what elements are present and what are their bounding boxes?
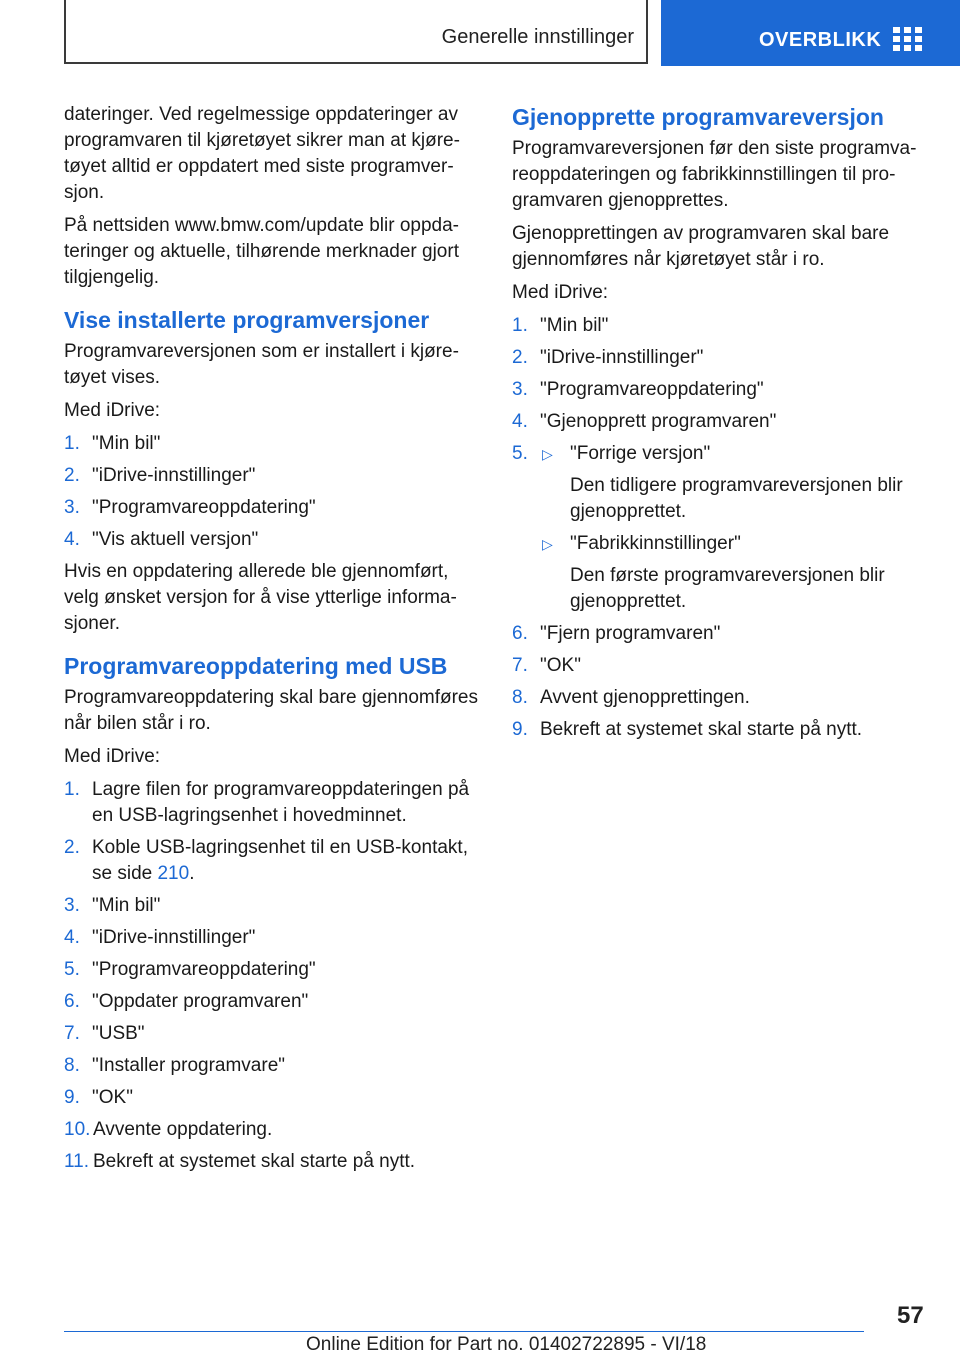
step-number: 10. <box>64 1119 91 1140</box>
paragraph: Med iDrive: <box>64 400 161 421</box>
section-heading: Vise installerte programversjoner <box>64 307 430 333</box>
option-list <box>540 441 922 615</box>
step-text-end: . <box>189 863 195 884</box>
step-number: 4. <box>64 529 80 550</box>
overview-tab[interactable] <box>661 0 960 66</box>
right-column <box>512 102 922 749</box>
step-number: 2. <box>64 465 80 486</box>
step-text: Lagre filen for programvareoppdateringen på en USB-lagringsenhet i hovedminnet. <box>92 779 470 826</box>
list-item <box>64 431 484 457</box>
step-number: 4. <box>64 927 80 948</box>
step-text: Avvent gjenopprettingen. <box>540 687 750 708</box>
step-text: "iDrive-innstillinger" <box>92 927 256 948</box>
step-text: "Min bil" <box>92 895 161 916</box>
grid-icon <box>893 27 923 53</box>
step-list <box>512 313 922 743</box>
step-number: 3. <box>64 497 80 518</box>
step-number: 4. <box>512 411 528 432</box>
step-text: "Min bil" <box>540 315 609 336</box>
list-item <box>64 495 484 521</box>
list-item <box>64 989 484 1015</box>
paragraph: Hvis en oppdatering allerede ble gjennomført, velg ønsket versjon for å vise ytterlige informasjoner. <box>64 561 457 634</box>
step-text: "iDrive-innstillinger" <box>92 465 256 486</box>
left-column <box>64 102 484 1181</box>
paragraph: Gjenopprettingen av programvaren skal bare gjennomføres når kjøretøyet står i ro. <box>512 223 890 270</box>
step-text: "Oppdater programvaren" <box>92 991 309 1012</box>
list-item <box>64 777 484 829</box>
list-item <box>512 409 922 435</box>
intro-paragraph: dateringer. Ved regelmessige oppdateringer av programvaren til kjøretøyet sikrer man at kjøretøyet alltid er oppdatert med siste programversjon. <box>64 104 460 203</box>
list-item <box>64 957 484 983</box>
list-item <box>64 835 484 887</box>
option-description: Den første programvareversjonen blir gjenopprettet. <box>570 565 885 612</box>
step-number: 8. <box>64 1055 80 1076</box>
list-item <box>512 621 922 647</box>
step-number: 3. <box>64 895 80 916</box>
option-description: Den tidligere programvareversjonen blir gjenopprettet. <box>570 475 903 522</box>
page-number: 57 <box>897 1302 924 1329</box>
step-text: "Fjern programvaren" <box>540 623 721 644</box>
chapter-title: Generelle innstillinger <box>441 26 634 48</box>
list-item <box>512 441 922 615</box>
step-text: "Vis aktuell versjon" <box>92 529 259 550</box>
list-item <box>512 717 922 743</box>
list-item <box>64 527 484 553</box>
list-item <box>64 893 484 919</box>
triangle-bullet-icon: ▷ <box>542 446 553 462</box>
step-text: "Programvareoppdatering" <box>92 497 316 518</box>
section-heading: Programvareoppdatering med USB <box>64 653 448 679</box>
step-number: 3. <box>512 379 528 400</box>
edition-footer: Online Edition for Part no. 01402722895 - VI/18 <box>306 1334 707 1355</box>
triangle-bullet-icon: ▷ <box>542 536 553 552</box>
step-text: "USB" <box>92 1023 145 1044</box>
step-number: 9. <box>64 1087 80 1108</box>
step-number: 5. <box>512 443 528 464</box>
step-number: 5. <box>64 959 80 980</box>
step-text: "Installer programvare" <box>92 1055 286 1076</box>
list-item <box>64 1149 484 1175</box>
step-text: Bekreft at systemet skal starte på nytt. <box>93 1151 416 1172</box>
step-text: "OK" <box>540 655 581 676</box>
list-item <box>512 653 922 679</box>
footer-divider <box>64 1331 864 1332</box>
option-item <box>540 531 922 615</box>
step-number: 7. <box>64 1023 80 1044</box>
option-label: "Fabrikkinnstillinger" <box>570 533 741 554</box>
page-reference-link[interactable]: 210 <box>157 863 190 884</box>
update-website-paragraph: På nettsiden www.bmw.com/update blir oppdateringer og aktuelle, tilhørende merknader gjort tilgjengelig. <box>64 215 459 288</box>
paragraph: Med iDrive: <box>64 746 161 767</box>
step-text: "OK" <box>92 1087 133 1108</box>
list-item <box>512 377 922 403</box>
step-number: 2. <box>512 347 528 368</box>
step-number: 9. <box>512 719 528 740</box>
step-number: 6. <box>64 991 80 1012</box>
paragraph: Programvareoppdatering skal bare gjennomføres når bilen står i ro. <box>64 687 478 734</box>
step-text: "Programvareoppdatering" <box>540 379 764 400</box>
section-heading: Gjenopprette programvareversjon <box>512 104 884 130</box>
step-text: Avvente oppdatering. <box>93 1119 273 1140</box>
step-text: "iDrive-innstillinger" <box>540 347 704 368</box>
step-text: "Min bil" <box>92 433 161 454</box>
list-item <box>64 1053 484 1079</box>
paragraph: Med iDrive: <box>512 282 609 303</box>
step-text: "Gjenopprett programvaren" <box>540 411 777 432</box>
step-number: 1. <box>64 433 80 454</box>
list-item <box>64 925 484 951</box>
option-label: "Forrige versjon" <box>570 443 711 464</box>
option-item <box>540 441 922 525</box>
step-number: 1. <box>64 779 80 800</box>
list-item <box>64 1021 484 1047</box>
step-number: 1. <box>512 315 528 336</box>
step-number: 11. <box>64 1151 90 1172</box>
list-item <box>64 1117 484 1143</box>
step-list <box>64 431 484 553</box>
list-item <box>512 345 922 371</box>
list-item <box>64 1085 484 1111</box>
step-text: Koble USB-lagringsenhet til en USB-kontakt, se side <box>92 837 468 884</box>
paragraph: Programvareversjonen som er installert i kjøretøyet vises. <box>64 341 459 388</box>
paragraph: Programvareversjonen før den siste programvareoppdateringen og fabrikkinnstillingen til programvaren gjenopprettes. <box>512 138 917 211</box>
list-item <box>64 463 484 489</box>
step-number: 2. <box>64 837 80 858</box>
list-item <box>512 685 922 711</box>
step-number: 6. <box>512 623 528 644</box>
overview-tab-label: OVERBLIKK <box>759 29 882 51</box>
step-number: 7. <box>512 655 528 676</box>
step-list <box>64 777 484 1175</box>
step-number: 8. <box>512 687 528 708</box>
list-item <box>512 313 922 339</box>
page-header <box>0 0 960 66</box>
header-title-box <box>64 0 648 64</box>
step-text: Bekreft at systemet skal starte på nytt. <box>540 719 863 740</box>
step-text: "Programvareoppdatering" <box>92 959 316 980</box>
